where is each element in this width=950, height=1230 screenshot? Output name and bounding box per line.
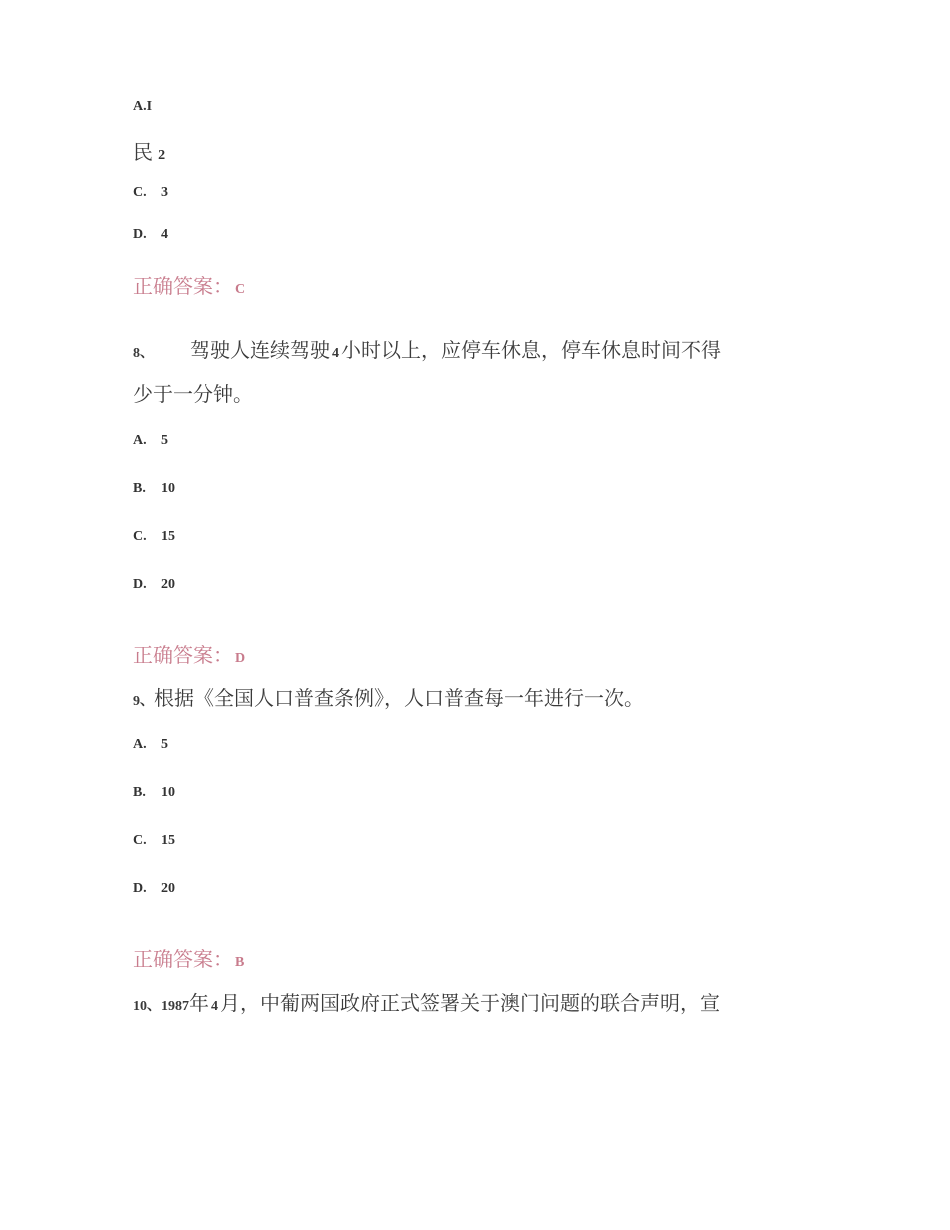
option-value: 3 <box>161 185 168 200</box>
option-a <box>133 433 168 449</box>
option-b <box>133 481 175 497</box>
option-d <box>133 577 175 593</box>
option-value: 10 <box>161 785 175 800</box>
question-10 <box>133 987 720 1016</box>
question-8 <box>133 334 721 363</box>
year-number: 1987 <box>161 999 189 1014</box>
option-value: 20 <box>161 881 175 896</box>
option-letter: D. <box>133 577 147 592</box>
question-text: 驾驶人连续驾驶 <box>190 338 330 362</box>
option-value: 10 <box>161 481 175 496</box>
question-text: 根据《全国人口普查条例》，人口普查每一年进行一次。 <box>154 686 644 710</box>
question-9 <box>133 682 644 711</box>
option-a <box>133 99 152 115</box>
option-b-value: 2 <box>158 148 166 163</box>
option-letter: C. <box>133 833 147 848</box>
option-letter: D. <box>133 881 147 896</box>
option-letter: C. <box>133 529 147 544</box>
correct-answer <box>133 639 245 668</box>
option-letter: B. <box>133 481 146 496</box>
option-b-glyph: 民 <box>133 140 153 164</box>
option-c <box>133 529 175 545</box>
option-b <box>133 136 165 165</box>
option-d <box>133 881 175 897</box>
option-value: 15 <box>161 529 175 544</box>
option-c <box>133 833 175 849</box>
option-value: 20 <box>161 577 175 592</box>
option-b <box>133 785 175 801</box>
option-c <box>133 185 168 201</box>
answer-value: C <box>235 282 246 297</box>
question-number: 9、 <box>133 694 154 709</box>
option-value: 15 <box>161 833 175 848</box>
option-letter: A. <box>133 433 147 448</box>
option-value: 5 <box>161 737 168 752</box>
answer-value: D <box>235 651 246 666</box>
option-a <box>133 737 168 753</box>
question-8-line2 <box>133 378 253 407</box>
correct-answer <box>133 943 244 972</box>
answer-label: 正确答案： <box>133 274 233 298</box>
option-value: 4 <box>161 227 168 242</box>
answer-value: B <box>235 955 245 970</box>
question-text: 年 <box>189 991 209 1015</box>
inline-number: 4 <box>332 346 339 361</box>
option-letter: B. <box>133 785 146 800</box>
option-d <box>133 227 168 243</box>
option-letter: D. <box>133 227 147 242</box>
question-number: 8、 <box>133 346 154 361</box>
option-letter: C. <box>133 185 147 200</box>
option-letter: A. <box>133 737 147 752</box>
correct-answer <box>133 270 245 299</box>
answer-label: 正确答案： <box>133 643 233 667</box>
question-text-cont: 小时以上，应停车休息，停车休息时间不得 <box>341 338 721 362</box>
option-a-text: A.I <box>133 99 153 114</box>
question-text-line2: 少于一分钟。 <box>133 382 253 406</box>
month-number: 4 <box>211 999 218 1014</box>
answer-label: 正确答案： <box>133 947 233 971</box>
question-number: 10、 <box>133 999 161 1014</box>
question-text-cont: 月，中葡两国政府正式签署关于澳门问题的联合声明，宣 <box>220 991 720 1015</box>
option-value: 5 <box>161 433 168 448</box>
